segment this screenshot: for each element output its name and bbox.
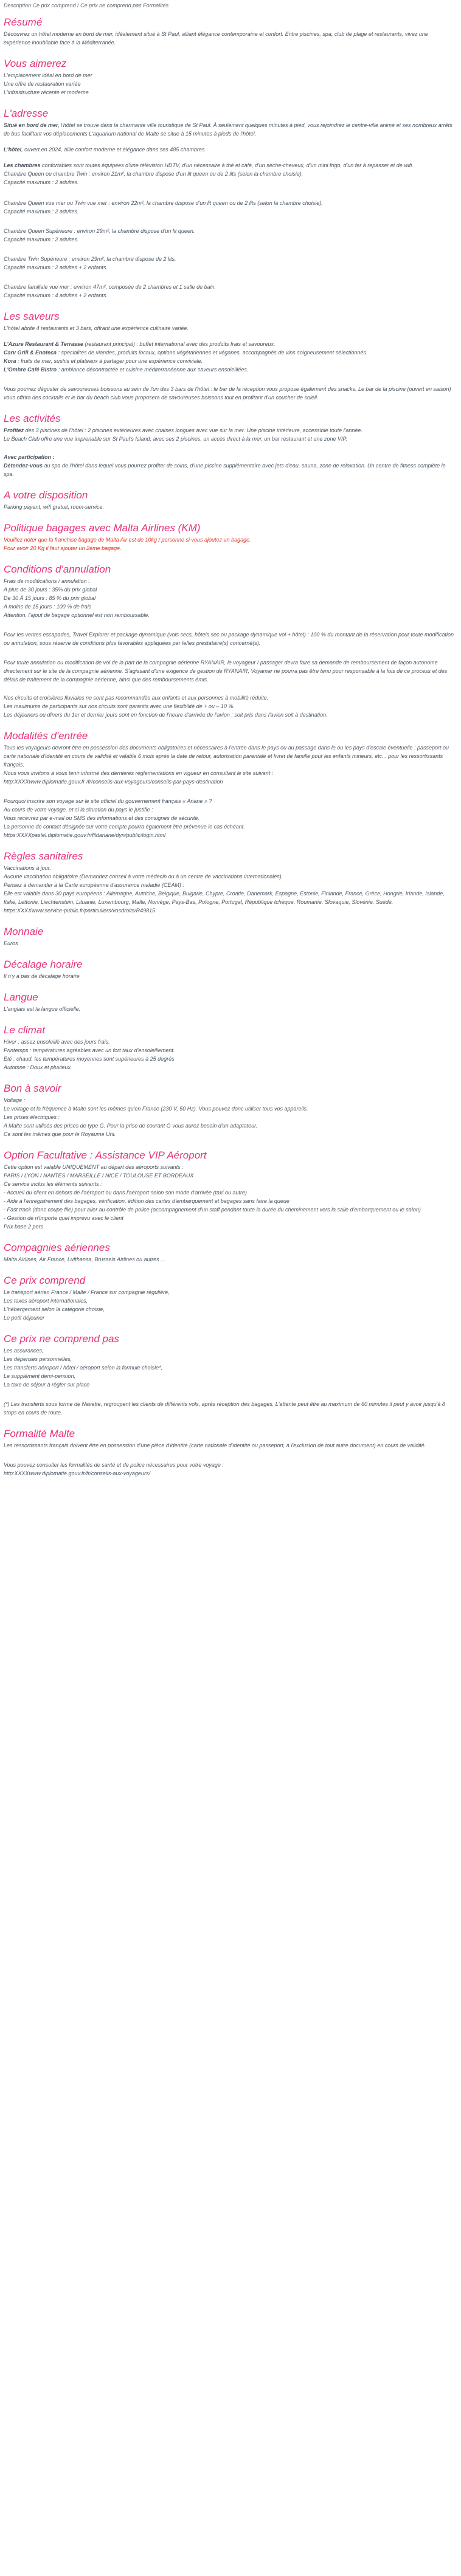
annulation-paragraph: Pour toute annulation ou modification de vol de la part de la compagnie aérienne RYANAIR, le voyageur / passager devra faire sa demande de remboursement de façon autonome directement sur le site de la compagnie aérienne. S'agissant d'une exigence de gestion de RYANAIR, Voyamar ne pourra pas être tenu pour responsable à la fois de ce process et des délais de traitement de la compagnie aérienne, ainsi que des remboursements émis. bbox=[4, 659, 448, 683]
sanitaires-text bbox=[4, 864, 456, 915]
annulation-note: Les déjeuners ou dîners du 1er et dernier jours sont en fonction de l'heure d'arrivée de l'avion : soit pris dans l'avion soit à destination. bbox=[4, 712, 328, 718]
restaurant-desc: : fruits de mer, sushis et plateaux à partager pour une expérience conviviale. bbox=[16, 358, 203, 364]
ne-comprend-list bbox=[4, 1346, 456, 1389]
room-block bbox=[4, 255, 456, 272]
room-capacity: Capacité maximum : 2 adultes. bbox=[4, 236, 79, 243]
activites-avec-bold: Avec participation : bbox=[4, 454, 55, 460]
room-capacity: Capacité maximum : 2 adultes. bbox=[4, 179, 79, 185]
formalite-line: Vous pouvez consulter les formalités de santé et de police nécessaires pour votre voyage : bbox=[4, 1462, 224, 1468]
breadcrumb: Description Ce prix comprend / Ce prix ne comprend pas Formalités bbox=[4, 2, 169, 9]
langue-text: L'anglais est la langue officielle. bbox=[4, 1006, 81, 1012]
activites-profitez-text: des 3 piscines de l'hôtel : 2 piscines extérieures avec chaises longues avec vue sur la mer. Une piscine intérieure, accessible toute l'année. bbox=[24, 427, 362, 433]
sanitaires-line: Vaccinations à jour. bbox=[4, 865, 51, 871]
section-title-langue: Langue bbox=[4, 991, 38, 1003]
restaurant-item bbox=[4, 340, 456, 348]
service-public-link[interactable]: https:XXXXwww.service-public.fr/particuliers/vosdroits/R49815 bbox=[4, 907, 156, 914]
room-description: Chambre Twin Supérieure : environ 29m², la chambre dispose de 2 lits. bbox=[4, 256, 176, 262]
sanitaires-line: Pensez à demander à la Carte européenne d'assurance maladie (CEAM) : bbox=[4, 882, 184, 888]
activites-profitez-bold: Profitez bbox=[4, 427, 24, 433]
annulation-line: Attention, l'ajout de bagage optionnel est non remboursable. bbox=[4, 612, 150, 618]
list-item: Les assurances, bbox=[4, 1348, 44, 1354]
compagnies-text: Malta Airlines, Air France, Lufthansa, Brussels Airlines ou autres ... bbox=[4, 1256, 165, 1262]
section-title-sanitaires: Règles sanitaires bbox=[4, 850, 83, 862]
annulation-notes bbox=[4, 694, 456, 719]
conseils-voyageurs-link[interactable]: http:XXXXwww.diplomatie.gouv.fr/fr/conseils-aux-voyageurs/ bbox=[4, 1470, 150, 1476]
sanitaires-line: Aucune vaccination obligatoire (Demandez conseil à votre médecin ou à un centre de vaccinations internationales). bbox=[4, 873, 283, 880]
annulation-paragraph: Pour les ventes escapades, Travel Explorer et package dynamique (vols secs, hôtels sec ou package dynamique vol + hôtel) : 100 % du montant de la réservation pour toute modification ou annulation, sous réserve de conditions plus favorables appliquées par le/les prestataire(s) concerné(s). bbox=[4, 632, 454, 646]
formalite-text: Les ressortissants français doivent être en possession d'une pièce d'identité (carte nationale d'identité ou passeport, à l'exclusion de tout autre document) en cours de validité. bbox=[4, 1442, 426, 1448]
climat-line: Automne : Doux et pluvieux. bbox=[4, 1064, 72, 1070]
restaurant-desc: : ambiance décontractée et cuisine méditerranéenne aux saveurs ensoleillées. bbox=[57, 367, 249, 373]
decalage-text: Il n'y a pas de décalage horaire bbox=[4, 973, 80, 979]
room-block bbox=[4, 227, 456, 244]
formalite-consult bbox=[4, 1461, 456, 1478]
option-line: - Fast track (donc coupe file) pour aller au contrôle de police (accompagnement d'un staff pendant toute la durée du cheminement vers la salle d'embarquement ou le salon) bbox=[4, 1207, 421, 1213]
section-title-formalite-malte: Formalité Malte bbox=[4, 1428, 75, 1439]
annulation-line: De 30 À 15 jours : 85 % du prix global bbox=[4, 595, 96, 601]
room-block bbox=[4, 199, 456, 216]
section-title-option-vip: Option Facultative : Assistance VIP Aéroport bbox=[4, 1149, 207, 1161]
adresse-hotel bbox=[4, 145, 456, 154]
climat-line: Printemps : températures agréables avec un fort taux d'ensoleillement. bbox=[4, 1047, 175, 1053]
list-item: Les dépenses personnelles, bbox=[4, 1356, 72, 1362]
modalites-text: Nous vous invitons à vous tenir informé des dernières réglementations en vigueur en consultant le site suivant : bbox=[4, 770, 274, 776]
section-title-compagnies: Compagnies aériennes bbox=[4, 1242, 110, 1253]
room-description: Chambre Queen ou chambre Twin : environ 21m², la chambre dispose d'un lit queen ou de 2 lits (selon la chambre choisie). bbox=[4, 171, 303, 177]
list-item: L'infrastructure récente et moderne bbox=[4, 89, 89, 95]
section-title-bon-a-savoir: Bon à savoir bbox=[4, 1083, 61, 1094]
adresse-chambres-text: confortables sont toutes équipées d'une télévision HDTV, d'un nécessaire à thé et café, d'un sèche-cheveux, d'un mini frigo, d'un fer à repasser et de wifi. bbox=[40, 162, 414, 168]
comprend-list bbox=[4, 1288, 456, 1322]
option-text bbox=[4, 1163, 456, 1231]
modalites-paragraph bbox=[4, 743, 456, 786]
section-title-ce-prix-comprend: Ce prix comprend bbox=[4, 1275, 86, 1286]
list-item: Les transferts aéroport / hôtel / aéroport selon la formule choisie*, bbox=[4, 1365, 163, 1371]
resume-text: Découvrez un hôtel moderne en bord de mer, idéalement situé à St Paul, alliant élégance contemporaine et confort. Entre piscines, spa, club de plage et restaurants, vivez une expérience inoubliable face à la Méditerranée. bbox=[4, 31, 428, 46]
ariane-link[interactable]: https:XXXXpastel.diplomatie.gouv.fr/fildariane/dyn/public/login.html bbox=[4, 832, 165, 838]
list-item: L'emplacement idéal en bord de mer bbox=[4, 72, 92, 78]
annulation-note: Nos circuits et croisières fluviales ne sont pas recommandés aux enfants et aux personnes à mobilité réduite. bbox=[4, 695, 269, 701]
section-title-modalites: Modalités d'entrée bbox=[4, 730, 88, 742]
saveurs-outro: Vous pourrez déguster de savoureuses boissons au sein de l'un des 3 bars de l'hôtel : le bar de la réception vous propose également des snacks. Le bar de la piscine (ouvert en saison) vous offrira des cocktails et le bar du beach club vous proposera de savoureuses boissons tout en profitant d'un coucher de soleil. bbox=[4, 386, 451, 401]
bagages-line: Veuillez noter que la franchise bagage de Malta Air est de 10kg / personne si vous ajoutez un bagage. bbox=[4, 537, 251, 543]
bon-a-savoir-line: A Malte sont utilisés des prises de type G. Pour la prise de courant G vous aurez besoin d'un adaptateur. bbox=[4, 1123, 258, 1129]
section-title-decalage: Décalage horaire bbox=[4, 959, 83, 970]
modalites-ariane bbox=[4, 797, 456, 839]
section-title-ce-prix-ne-comprend-pas: Ce prix ne comprend pas bbox=[4, 1333, 119, 1345]
climat-text bbox=[4, 1038, 456, 1072]
section-title-vous-aimerez: Vous aimerez bbox=[4, 58, 67, 69]
list-item: Le petit déjeuner bbox=[4, 1315, 45, 1321]
option-line: - Aide à l'enregistrement des bagages, vérification, édition des cartes d'embarquement et bagages sans faire la queue bbox=[4, 1198, 289, 1204]
activites-detendez-text: au spa de l'hôtel dans lequel vous pourrez profiter de soins, d'une piscine supplémentaire avec jets d'eau, sauna, zone de relaxation. Un centre de fitness complète le spa. bbox=[4, 463, 446, 477]
restaurant-name: Carv Grill & Enoteca bbox=[4, 350, 57, 356]
saveurs-intro: L'hôtel abrite 4 restaurants et 3 bars, offrant une expérience culinaire variée. bbox=[4, 325, 189, 331]
option-line: Prix base 2 pers bbox=[4, 1224, 44, 1230]
section-title-climat: Le climat bbox=[4, 1024, 46, 1036]
list-item: L'hébergement selon la catégorie choisie, bbox=[4, 1306, 105, 1312]
annulation-line: A plus de 30 jours : 35% du prix global bbox=[4, 587, 97, 593]
adresse-chambres bbox=[4, 161, 456, 187]
adresse-hotel-bold: L'hôtel bbox=[4, 146, 22, 153]
section-title-activites: Les activités bbox=[4, 413, 61, 424]
bon-a-savoir-line: Voltage : bbox=[4, 1097, 26, 1103]
room-block bbox=[4, 283, 456, 300]
transferts-note: (*) Les transferts sous forme de Navette, regroupent les clients de différents vols, après réception des bagages. L'attente peut être au maximum de 60 minutes il peut y avoir jusqu'à 8 stops en cours de route. bbox=[4, 1401, 445, 1416]
room-description: Chambre familiale vue mer : environ 47m², composée de 2 chambres et 1 salle de bain. bbox=[4, 284, 217, 290]
breadcrumb-link-ce-prix-ne-comprend-pas[interactable]: Ce prix ne comprend pas bbox=[80, 2, 142, 9]
room-description: Chambre Queen Supérieure : environ 29m², la chambre dispose d'un lit queen. bbox=[4, 228, 195, 234]
modalites-text: Pourquoi inscrire son voyage sur le site officiel du gouvernement français « Ariane » ? bbox=[4, 798, 212, 804]
room-capacity: Capacité maximum : 2 adultes + 2 enfants. bbox=[4, 264, 108, 270]
list-item: La taxe de séjour à régler sur place bbox=[4, 1382, 90, 1388]
vous-aimerez-list bbox=[4, 71, 456, 97]
annulation-note: Les maximums de participants sur nos circuits sont garantis avec une flexibilité de + ou – 10 %. bbox=[4, 703, 235, 709]
activites-avec bbox=[4, 453, 456, 478]
annulation-line: Frais de modifications / annulation : bbox=[4, 578, 90, 584]
bon-a-savoir-line: Ce sont les mêmes que pour le Royaume Uni. bbox=[4, 1131, 116, 1137]
restaurant-name: L'Ombre Café Bistro bbox=[4, 367, 57, 373]
sanitaires-line: Elle est valable dans 30 pays européens : Allemagne, Autriche, Belgique, Bulgarie, Chypre, Croatie, Danemark, Espagne, Estonie, Finlande, France, Grèce, Hongrie, Irlande, Islande, Italie, Lettonie, Liechtenstein, Lituanie, Luxembourg, Malte, Norvège, Pays-Bas, Pologne, Portugal, République tchèque, Roumanie, Slovaquie, Slovénie, Suède. bbox=[4, 890, 445, 905]
modalites-text: Tous les voyageurs devront être en possession des documents obligatoires et nécessaires à l'entrée dans le pays ou au passage dans le ou les pays d'escale éventuelle : passeport ou carte nationale d'identité en cours de validité et valable 6 mois après la date de retour, autorisation parentale et livret de famille pour les enfants mineurs, etc... pour les ressortissants français. bbox=[4, 745, 449, 768]
modalites-text: La personne de contact désignée sur votre compte pourra également être prévenue le cas échéant. bbox=[4, 824, 245, 830]
bon-a-savoir-text bbox=[4, 1096, 456, 1138]
option-line: Cette option est valable UNIQUEMENT au départ des aéroports suivants : bbox=[4, 1164, 184, 1170]
bon-a-savoir-line: Le voltage et la fréquence à Malte sont les mêmes qu'en France (230 V, 50 Hz). Vous pouvez donc utiliser tous vos appareils. bbox=[4, 1106, 308, 1112]
climat-line: Hiver : assez ensoleillé avec des jours frais. bbox=[4, 1039, 110, 1045]
modalites-text: Vous recevrez par e-mail ou SMS des informations et des consignes de sécurité. bbox=[4, 815, 199, 821]
section-title-annulation: Conditions d'annulation bbox=[4, 563, 111, 575]
bagages-text bbox=[4, 536, 456, 553]
restaurant-desc: (restaurant principal) : buffet international avec des produits frais et savoureux. bbox=[83, 341, 276, 347]
saveurs-list bbox=[4, 340, 456, 374]
list-item: Une offre de restauration variée bbox=[4, 81, 81, 87]
restaurant-name: L'Azure Restaurant & Terrasse bbox=[4, 341, 83, 347]
annulation-line: A moins de 15 jours : 100 % de frais bbox=[4, 604, 92, 610]
bon-a-savoir-line: Les prises électriques : bbox=[4, 1114, 60, 1120]
annulation-fees bbox=[4, 577, 456, 619]
section-title-resume: Résumé bbox=[4, 16, 43, 28]
diplomatie-link[interactable]: http:XXXXwww.diplomatie.gouv.fr /fr/conseils-aux-voyageurs/conseils-par-pays-destination bbox=[4, 779, 223, 785]
restaurant-item bbox=[4, 357, 456, 365]
list-item: Le supplément demi-pension, bbox=[4, 1373, 76, 1379]
restaurant-desc: : spécialités de viandes, produits locaux, options végétariennes et véganes, accompagnés de vins soigneusement sélectionnés. bbox=[57, 350, 368, 356]
adresse-intro-bold: Situé en bord de mer, bbox=[4, 122, 60, 128]
activites-detendez-bold: Détendez-vous bbox=[4, 463, 43, 469]
section-title-monnaie: Monnaie bbox=[4, 926, 44, 937]
room-capacity: Capacité maximum : 2 adultes. bbox=[4, 208, 79, 215]
restaurant-item bbox=[4, 365, 456, 374]
adresse-intro-text: l'hôtel se trouve dans la charmante ville touristique de St Paul. À seulement quelques minutes à pied, vous rejoindrez le centre-ville animé et ses nombreux arrêts de bus facilitant vos déplacements L'aquarium national de Malte se situe à 15 minutes à pieds de l'hôtel. bbox=[4, 122, 452, 137]
restaurant-name: Kora bbox=[4, 358, 16, 364]
breadcrumb-link-description[interactable]: Description bbox=[4, 2, 32, 9]
restaurant-item bbox=[4, 348, 456, 357]
option-line: Ce service inclus les éléments suivants : bbox=[4, 1181, 102, 1187]
section-title-bagages: Politique bagages avec Malta Airlines (KM) bbox=[4, 522, 201, 534]
monnaie-text: Euros bbox=[4, 940, 18, 946]
list-item: Le transport aérien France / Malte / France sur compagnie régulière, bbox=[4, 1289, 170, 1295]
adresse-hotel-text: , ouvert en 2024, allie confort moderne et élégance dans ses 485 chambres. bbox=[21, 146, 206, 153]
option-line: - Gestion de n'importe quel imprévu avec le client bbox=[4, 1215, 123, 1221]
option-line: PARIS / LYON / NANTES / MARSEILLE / NICE / TOULOUSE ET BORDEAUX bbox=[4, 1173, 194, 1179]
breadcrumb-link-formalites[interactable]: Formalités bbox=[143, 2, 169, 9]
section-title-disposition: A votre disposition bbox=[4, 489, 88, 501]
room-capacity: Capacité maximum : 4 adultes + 2 enfants. bbox=[4, 292, 108, 298]
adresse-intro bbox=[4, 121, 456, 138]
climat-line: Eté : chaud, les températures moyennes sont supérieures à 25 degrés bbox=[4, 1056, 175, 1062]
activites-beach: Le Beach Club offre une vue imprenable sur St Paul's Island, avec ses 2 piscines, un accès direct à la mer, un bar restaurant et une zone VIP. bbox=[4, 436, 347, 442]
modalites-text: Au cours de votre voyage, et si la situation du pays le justifie : bbox=[4, 807, 153, 813]
adresse-chambres-bold: Les chambres bbox=[4, 162, 41, 168]
section-title-adresse: L'adresse bbox=[4, 108, 49, 119]
disposition-text: Parking payant, wifi gratuit, room-service. bbox=[4, 504, 105, 510]
list-item: Les taxes aéroport internationales, bbox=[4, 1298, 88, 1304]
breadcrumb-link-ce-prix-comprend[interactable]: Ce prix comprend bbox=[32, 2, 76, 9]
bagages-line: Pour avoir 20 Kg il faut ajouter un 2ème bagage. bbox=[4, 545, 122, 551]
room-description: Chambre Queen vue mer ou Twin vue mer : environ 22m², la chambre dispose d'un lit queen ou de 2 lits (selon la chambre choisie). bbox=[4, 200, 323, 206]
activites-profitez bbox=[4, 426, 456, 443]
option-line: - Accueil du client en dehors de l'aéroport ou dans l'aéroport selon son mode d'arrivée (taxi ou autre) bbox=[4, 1190, 248, 1196]
section-title-saveurs: Les saveurs bbox=[4, 311, 60, 322]
